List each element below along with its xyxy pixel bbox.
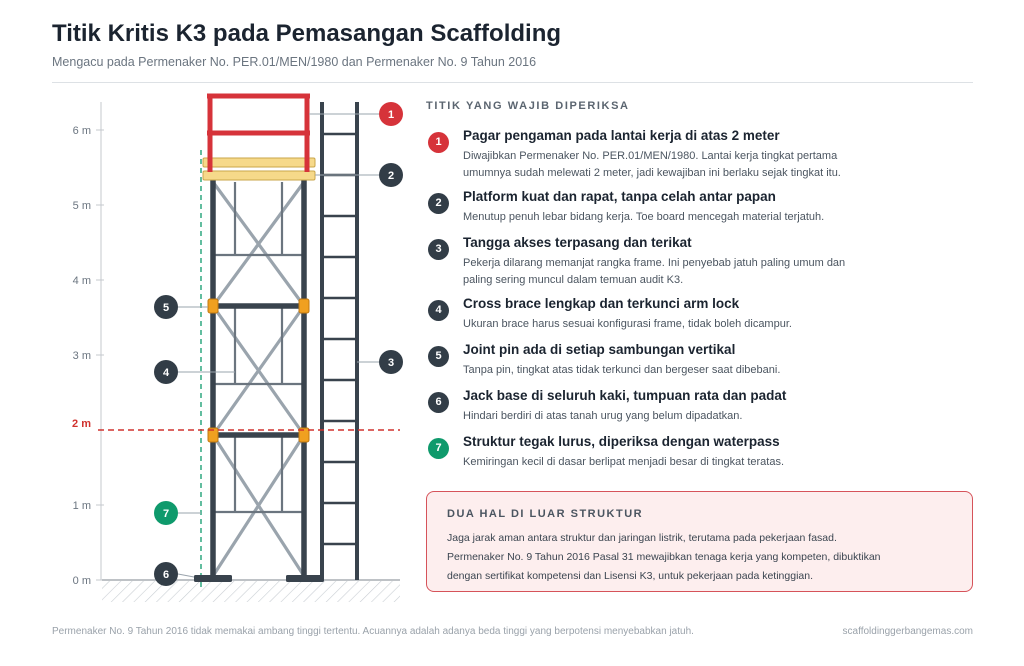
item-description: Tanpa pin, tingkat atas tidak terkunci dan bergeser saat dibebani. <box>463 364 781 376</box>
jack-base-right <box>286 575 324 582</box>
svg-text:7: 7 <box>162 508 170 520</box>
svg-text:2: 2 <box>387 170 395 182</box>
marker-leaders <box>178 114 379 577</box>
svg-text:1: 1 <box>387 109 395 121</box>
tick-label-2m: 2 m <box>72 418 91 430</box>
svg-text:6: 6 <box>162 569 170 581</box>
tick-label-4m: 4 m <box>72 275 91 287</box>
checklist-heading: TITIK YANG WAJIB DIPERIKSA <box>426 100 630 112</box>
height-ticks <box>96 130 104 580</box>
svg-text:5: 5 <box>162 302 170 314</box>
item-title: Joint pin ada di setiap sambungan vertikal <box>463 342 736 357</box>
tick-label-1m: 1 m <box>72 500 91 512</box>
item-title: Tangga akses terpasang dan terikat <box>463 235 692 250</box>
jack-base-left <box>194 575 232 582</box>
access-ladder <box>322 102 357 580</box>
svg-text:4: 4 <box>162 367 170 379</box>
item-description: Menutup penuh lebar bidang kerja. Toe board mencegah material terjatuh. <box>463 211 825 223</box>
item-number-badge: 3 <box>428 239 449 260</box>
item-description: Hindari berdiri di atas tanah urug yang belum dipadatkan. <box>463 410 743 422</box>
item-title: Pagar pengaman pada lantai kerja di atas 2 meter <box>463 128 780 143</box>
svg-text:3: 3 <box>387 357 395 369</box>
item-description: Pekerja dilarang memanjat rangka frame. Ini penyebab jatuh paling umum dan paling sering muncul dalam temuan audit K3. <box>463 257 846 286</box>
item-description: Kemiringan kecil di dasar berlipat menjadi besar di tingkat teratas. <box>463 456 784 468</box>
marker-7 <box>154 501 178 525</box>
callout-box <box>426 491 973 592</box>
platform-plank-bottom <box>203 171 315 180</box>
page-title: Titik Kritis K3 pada Pemasangan Scaffolding <box>52 20 562 47</box>
item-title: Platform kuat dan rapat, tanpa celah antar papan <box>463 189 776 204</box>
item-title: Jack base di seluruh kaki, tumpuan rata dan padat <box>463 388 787 403</box>
frame-legs <box>210 180 307 578</box>
tick-label-5m: 5 m <box>72 200 91 212</box>
site-url: scaffoldinggerbangemas.com <box>842 626 973 637</box>
item-number-badge: 2 <box>428 193 449 214</box>
item-number-badge: 1 <box>428 132 449 153</box>
marker-3 <box>379 350 403 374</box>
item-title: Struktur tegak lurus, diperiksa dengan waterpass <box>463 434 780 449</box>
tick-label-3m: 3 m <box>72 350 91 362</box>
ground-hatch <box>102 581 400 602</box>
marker-6 <box>154 562 178 586</box>
frame-inner-members <box>213 182 304 512</box>
platform-plank-top <box>203 158 315 167</box>
tick-label-0m: 0 m <box>72 575 91 587</box>
callout-line-3: dengan sertifikat kompetensi dan Lisensi K3, untuk pekerjaan pada ketinggian. <box>447 570 813 582</box>
callout-line-2: Permenaker No. 9 Tahun 2016 Pasal 31 mewajibkan tenaga kerja yang kompeten, dibuktikan <box>447 551 881 563</box>
cross-braces <box>213 182 304 576</box>
marker-5 <box>154 295 178 319</box>
tick-label-6m: 6 m <box>72 125 91 137</box>
footnote: Permenaker No. 9 Tahun 2016 tidak memakai ambang tinggi tertentu. Acuannya adalah adanya beda tinggi yang berpotensi menyebabkan jatuh. <box>52 626 694 637</box>
callout-line-1: Jaga jarak aman antara struktur dan jaringan listrik, terutama pada pekerjaan fasad. <box>447 532 837 544</box>
item-description: Diwajibkan Permenaker No. PER.01/MEN/1980. Lantai kerja tingkat pertama umumnya sudah melewati 2 meter, jadi kewajiban ini berlaku sejak tingkat itu. <box>463 150 841 179</box>
item-description: Ukuran brace harus sesuai konfigurasi frame, tidak boleh dicampur. <box>463 318 792 330</box>
marker-1 <box>379 102 403 126</box>
item-number-badge: 4 <box>428 300 449 321</box>
item-number-badge: 6 <box>428 392 449 413</box>
page-subtitle: Mengacu pada Permenaker No. PER.01/MEN/1980 dan Permenaker No. 9 Tahun 2016 <box>52 55 537 69</box>
marker-2 <box>379 163 403 187</box>
item-number-badge: 5 <box>428 346 449 367</box>
item-title: Cross brace lengkap dan terkunci arm lock <box>463 296 740 311</box>
callout-heading: DUA HAL DI LUAR STRUKTUR <box>447 508 644 520</box>
scaffolding-diagram <box>0 0 420 620</box>
item-number-badge: 7 <box>428 438 449 459</box>
marker-4 <box>154 360 178 384</box>
